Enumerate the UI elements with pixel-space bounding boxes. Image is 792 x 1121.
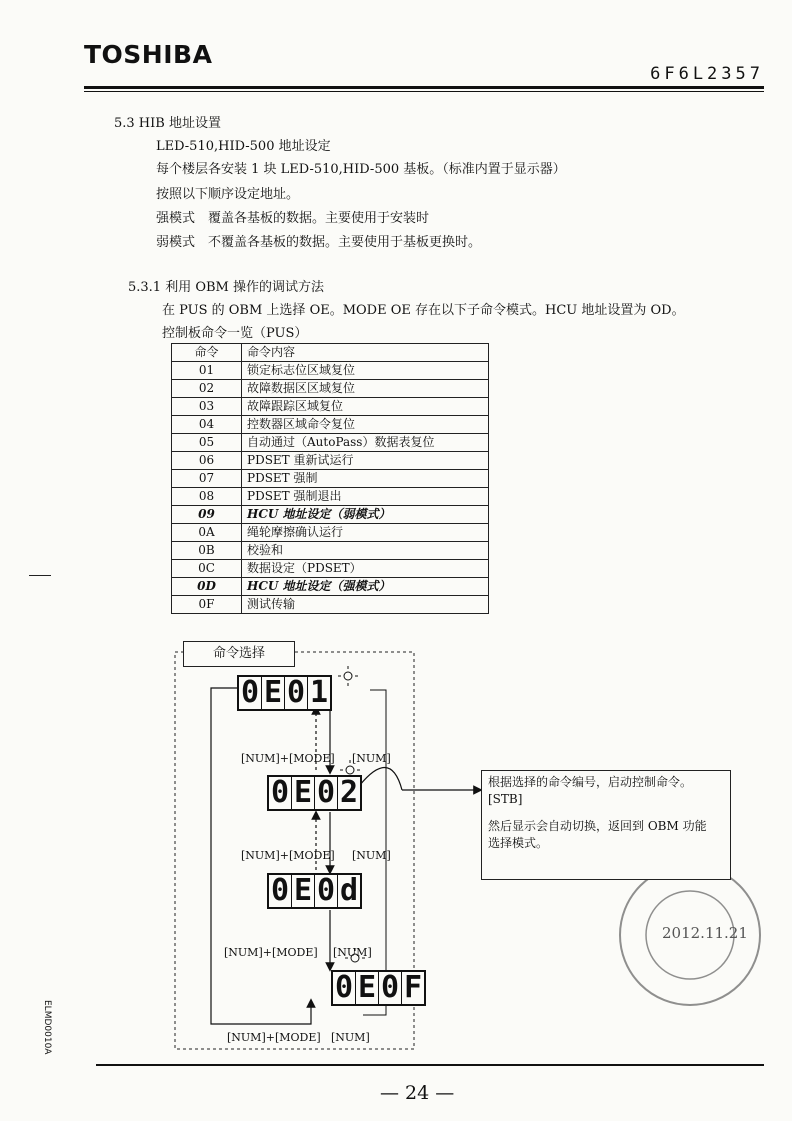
command-description: HCU 地址设定（弱模式）	[242, 506, 489, 524]
side-code: ELMD0010A	[42, 1000, 52, 1055]
display-digit: F	[403, 970, 423, 1005]
command-code: 09	[172, 506, 242, 524]
display-digit: 0	[239, 677, 262, 709]
display-0E01	[237, 675, 332, 711]
display-digit: 2	[339, 775, 359, 810]
display-0E0F	[331, 970, 426, 1006]
label-num-mode-3: [NUM]+[MODE]	[224, 946, 318, 959]
command-description: 自动通过（AutoPass）数据表复位	[242, 434, 489, 452]
command-description: HCU 地址设定（强模式）	[242, 578, 489, 596]
display-digit: 1	[309, 675, 329, 710]
command-description: 控数器区域命令复位	[242, 416, 489, 434]
command-description: 锁定标志位区域复位	[242, 362, 489, 380]
header-content: 命令内容	[242, 344, 489, 362]
command-code: 0D	[172, 578, 242, 596]
subsection-title: 5.3.1 利用 OBM 操作的调试方法	[128, 280, 324, 295]
subsection-intro: 在 PUS 的 OBM 上选择 OE。MODE OE 存在以下子命令模式。HCU 地址设置为 OD。	[162, 303, 685, 318]
hump-line	[356, 768, 402, 791]
note-line-4: 选择模式。	[488, 836, 549, 850]
footer-rule	[96, 1064, 764, 1066]
blink-icon	[338, 666, 365, 962]
section-line-5: 弱模式 不覆盖各基板的数据。主要使用于基板更换时。	[156, 235, 482, 250]
note-box	[481, 770, 731, 880]
label-num-1: [NUM]	[352, 752, 391, 765]
command-description: PDSET 强制	[242, 470, 489, 488]
label-num-4: [NUM]	[331, 1031, 370, 1044]
command-description: 绳轮摩擦确认运行	[242, 524, 489, 542]
document-number: 6F6L2357	[650, 64, 764, 84]
note-line-2: [STB]	[488, 792, 523, 806]
command-code: 0F	[172, 596, 242, 614]
note-line-3: 然后显示会自动切换，返回到 OBM 功能	[488, 819, 707, 833]
display-digit: 0	[285, 677, 308, 709]
command-code: 08	[172, 488, 242, 506]
page-number: — 24 —	[380, 1082, 455, 1104]
command-code: 02	[172, 380, 242, 398]
label-num-3: [NUM]	[333, 946, 372, 959]
command-description: 校验和	[242, 542, 489, 560]
display-digit: 0	[315, 777, 338, 809]
display-digit: 0	[315, 875, 338, 907]
command-description: PDSET 重新试运行	[242, 452, 489, 470]
command-description: 数据设定（PDSET）	[242, 560, 489, 578]
note-line-1: 根据选择的命令编号，启动控制命令。	[488, 775, 693, 789]
display-digit: 0	[333, 972, 356, 1004]
table-caption: 控制板命令一览（PUS）	[162, 326, 308, 341]
label-num-mode-2: [NUM]+[MODE]	[241, 849, 335, 862]
header-command: 命令	[172, 344, 242, 362]
display-0E0d	[267, 873, 362, 909]
command-code: 04	[172, 416, 242, 434]
display-digit: E	[292, 777, 315, 809]
command-code: 0A	[172, 524, 242, 542]
section-line-4: 强模式 覆盖各基板的数据。主要使用于安装时	[156, 211, 430, 226]
label-num-mode-1: [NUM]+[MODE]	[241, 752, 335, 765]
label-num-2: [NUM]	[352, 849, 391, 862]
command-code: 07	[172, 470, 242, 488]
label-num-mode-4: [NUM]+[MODE]	[227, 1031, 321, 1044]
command-description: PDSET 强制退出	[242, 488, 489, 506]
command-select-label: 命令选择	[183, 641, 295, 667]
section-line-1: LED-510,HID-500 地址设定	[156, 139, 331, 154]
display-digit: 0	[269, 777, 292, 809]
display-digit: d	[339, 873, 359, 908]
section-line-3: 按照以下顺序设定地址。	[156, 187, 300, 202]
display-digit: 0	[269, 875, 292, 907]
command-code: 05	[172, 434, 242, 452]
display-digit: E	[262, 677, 285, 709]
section-line-2: 每个楼层各安装 1 块 LED-510,HID-500 基板。（标准内置于显示器）	[156, 162, 566, 177]
stamp-date: 2012.11.21	[662, 924, 748, 942]
command-code: 06	[172, 452, 242, 470]
display-0E02	[267, 775, 362, 811]
command-code: 01	[172, 362, 242, 380]
toshiba-logo: TOSHIBA	[84, 40, 213, 69]
margin-mark	[29, 575, 51, 576]
command-code: 0B	[172, 542, 242, 560]
display-digit: 0	[379, 972, 402, 1004]
command-description: 故障数据区区域复位	[242, 380, 489, 398]
command-code: 0C	[172, 560, 242, 578]
command-code: 03	[172, 398, 242, 416]
display-digit: E	[292, 875, 315, 907]
command-description: 故障跟踪区域复位	[242, 398, 489, 416]
command-description: 测试传输	[242, 596, 489, 614]
display-digit: E	[356, 972, 379, 1004]
section-title: 5.3 HIB 地址设置	[114, 116, 221, 131]
